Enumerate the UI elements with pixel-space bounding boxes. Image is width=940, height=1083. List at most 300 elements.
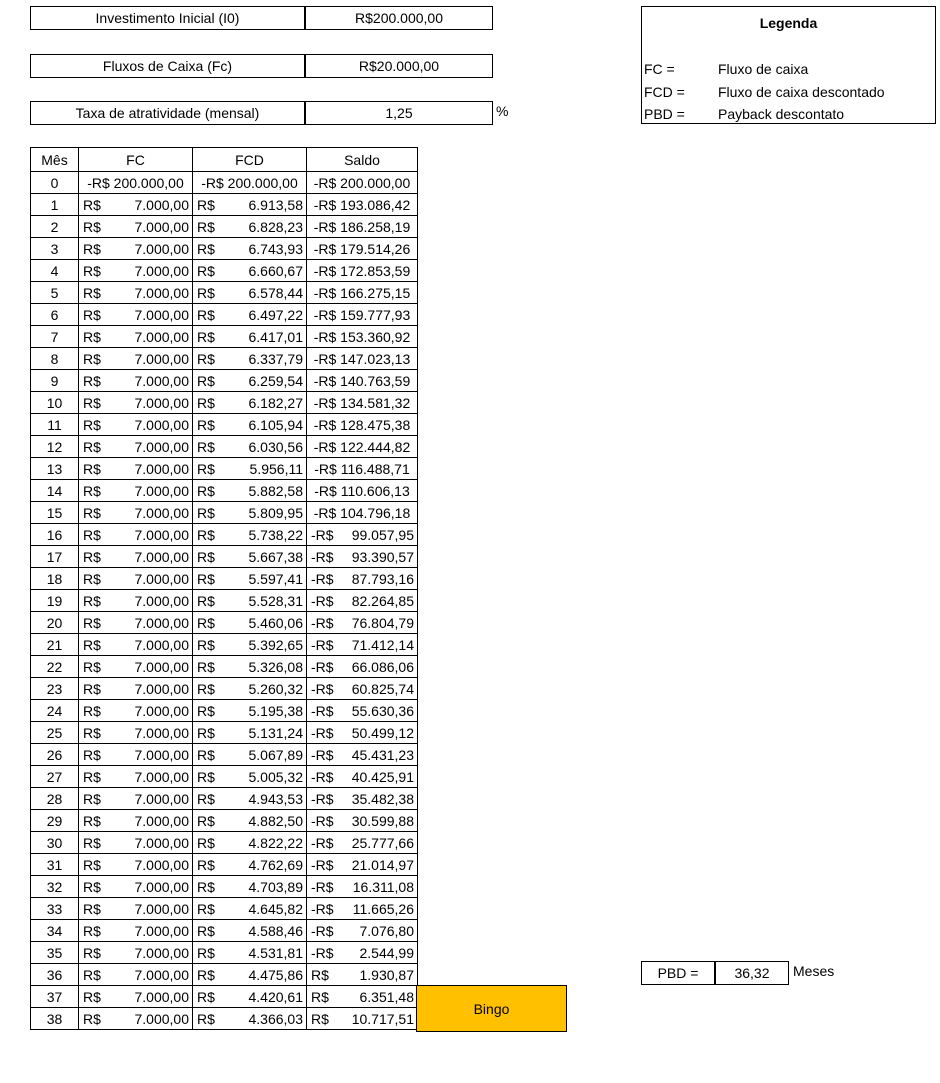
amount: 35.482,38	[351, 790, 414, 807]
cell-mes[interactable]: 25	[31, 722, 79, 744]
amount: 4.531,81	[248, 944, 303, 961]
currency-symbol: R$	[83, 548, 101, 565]
cell-fcd[interactable]	[193, 436, 307, 458]
table-row	[31, 920, 418, 942]
legend-key-fc: FC =	[644, 61, 675, 77]
currency-symbol: -R$	[311, 636, 334, 653]
cell-saldo[interactable]	[307, 216, 418, 238]
amount: 99.057,95	[351, 526, 414, 543]
table-row	[31, 304, 418, 326]
currency-symbol: -R$	[311, 658, 334, 675]
cell-fc[interactable]	[79, 612, 193, 634]
cell-saldo[interactable]	[307, 326, 418, 348]
cell-fcd[interactable]	[193, 304, 307, 326]
amount: 5.882,58	[248, 482, 303, 499]
cell-mes[interactable]: 17	[31, 546, 79, 568]
cell-mes[interactable]: 21	[31, 634, 79, 656]
table-row	[31, 612, 418, 634]
table-row	[31, 744, 418, 766]
currency-symbol: -R$	[311, 746, 334, 763]
amount: 7.000,00	[134, 988, 189, 1005]
cell-fc[interactable]	[79, 546, 193, 568]
table-row	[31, 436, 418, 458]
currency-symbol: R$	[83, 240, 101, 257]
cell-fc[interactable]	[79, 744, 193, 766]
amount: 45.431,23	[351, 746, 414, 763]
cell-fc[interactable]	[79, 524, 193, 546]
cell-fc[interactable]	[79, 194, 193, 216]
table-row	[31, 700, 418, 722]
cell-mes[interactable]: 10	[31, 392, 79, 414]
currency-symbol: R$	[197, 592, 215, 609]
currency-symbol: R$	[197, 724, 215, 741]
cell-saldo[interactable]	[307, 260, 418, 282]
table-row	[31, 634, 418, 656]
currency-symbol: R$	[83, 592, 101, 609]
cell-fc[interactable]	[79, 370, 193, 392]
currency-symbol: -R$	[311, 900, 334, 917]
cell-saldo[interactable]	[307, 920, 418, 942]
amount: 5.195,38	[248, 702, 303, 719]
cell-fcd[interactable]	[193, 810, 307, 832]
cell-mes[interactable]: 6	[31, 304, 79, 326]
cell-fcd[interactable]	[193, 392, 307, 414]
cell-mes[interactable]: 18	[31, 568, 79, 590]
amount: 5.809,95	[248, 504, 303, 521]
rate-label: Taxa de atratividade (mensal)	[30, 101, 305, 125]
cell-mes[interactable]: 22	[31, 656, 79, 678]
cell-mes[interactable]: 8	[31, 348, 79, 370]
currency-symbol: R$	[197, 658, 215, 675]
amount: 7.000,00	[134, 680, 189, 697]
currency-symbol: R$	[83, 262, 101, 279]
currency-symbol: R$	[83, 680, 101, 697]
amount: 5.667,38	[248, 548, 303, 565]
amount: 1.930,87	[359, 966, 414, 983]
table-row	[31, 216, 418, 238]
cell-fcd[interactable]	[193, 502, 307, 524]
cell-saldo[interactable]	[307, 700, 418, 722]
table-row	[31, 282, 418, 304]
currency-symbol: R$	[83, 438, 101, 455]
cell-fc[interactable]	[79, 1008, 193, 1030]
cell-mes[interactable]: 2	[31, 216, 79, 238]
cell-fc[interactable]	[79, 238, 193, 260]
cell-saldo[interactable]	[307, 898, 418, 920]
cell-mes[interactable]: 9	[31, 370, 79, 392]
currency-symbol: R$	[83, 350, 101, 367]
cell-fc[interactable]	[79, 326, 193, 348]
cell-fcd[interactable]	[193, 744, 307, 766]
currency-symbol: R$	[83, 878, 101, 895]
table-row	[31, 832, 418, 854]
currency-symbol: R$	[83, 482, 101, 499]
cell-saldo[interactable]	[307, 634, 418, 656]
currency-symbol: R$	[83, 328, 101, 345]
cell-fcd[interactable]	[193, 590, 307, 612]
cell-mes[interactable]: 28	[31, 788, 79, 810]
rate-value-cell[interactable]: 1,25	[305, 101, 493, 125]
cell-fc[interactable]	[79, 568, 193, 590]
currency-symbol: R$	[197, 504, 215, 521]
currency-symbol: R$	[83, 658, 101, 675]
cell-fc[interactable]	[79, 634, 193, 656]
cell-saldo[interactable]	[307, 436, 418, 458]
amount: 4.762,69	[248, 856, 303, 873]
currency-symbol: R$	[83, 856, 101, 873]
currency-symbol: R$	[83, 702, 101, 719]
amount: 60.825,74	[351, 680, 414, 697]
currency-symbol: R$	[197, 900, 215, 917]
amount: 66.086,06	[351, 658, 414, 675]
amount: 7.000,00	[134, 834, 189, 851]
cell-mes[interactable]: 4	[31, 260, 79, 282]
cell-saldo[interactable]	[307, 392, 418, 414]
cell-fc[interactable]	[79, 678, 193, 700]
currency-symbol: R$	[83, 460, 101, 477]
amount: -R$ 122.444,82	[313, 438, 411, 455]
amount: 6.259,54	[248, 372, 303, 389]
cell-fc[interactable]	[79, 304, 193, 326]
amount: 6.351,48	[359, 988, 414, 1005]
cell-fc[interactable]	[79, 854, 193, 876]
table-row	[31, 172, 418, 194]
currency-symbol: R$	[197, 812, 215, 829]
amount: -R$ 116.488,71	[314, 460, 410, 477]
rate-unit: %	[496, 103, 509, 119]
table-row	[31, 524, 418, 546]
cell-fcd[interactable]	[193, 700, 307, 722]
currency-symbol: R$	[197, 878, 215, 895]
cell-fc[interactable]	[79, 480, 193, 502]
cell-fcd[interactable]	[193, 414, 307, 436]
cell-saldo[interactable]	[307, 458, 418, 480]
cell-saldo[interactable]	[307, 524, 418, 546]
amount: 5.260,32	[248, 680, 303, 697]
cashflow-value-cell[interactable]: R$20.000,00	[305, 54, 493, 78]
cell-fc[interactable]	[79, 876, 193, 898]
cell-saldo[interactable]	[307, 964, 418, 986]
table-row	[31, 766, 418, 788]
amount: 7.000,00	[134, 790, 189, 807]
cell-saldo[interactable]	[307, 194, 418, 216]
cell-mes[interactable]: 23	[31, 678, 79, 700]
table-row	[31, 810, 418, 832]
table-row	[31, 788, 418, 810]
table-row	[31, 480, 418, 502]
currency-symbol: R$	[83, 614, 101, 631]
cell-saldo[interactable]	[307, 832, 418, 854]
cell-mes[interactable]: 11	[31, 414, 79, 436]
amount: 7.000,00	[134, 746, 189, 763]
cell-saldo[interactable]	[307, 612, 418, 634]
cell-fc[interactable]	[79, 392, 193, 414]
currency-symbol: -R$	[311, 812, 334, 829]
currency-symbol: R$	[83, 988, 101, 1005]
legend-title: Legenda	[759, 15, 818, 31]
cell-fc[interactable]	[79, 458, 193, 480]
cell-fcd[interactable]	[193, 1008, 307, 1030]
currency-symbol: R$	[197, 438, 215, 455]
cell-fcd[interactable]	[193, 964, 307, 986]
cell-fc[interactable]	[79, 722, 193, 744]
table-row	[31, 348, 418, 370]
currency-symbol: R$	[197, 922, 215, 939]
cell-saldo[interactable]	[307, 766, 418, 788]
table-row	[31, 370, 418, 392]
currency-symbol: -R$	[311, 702, 334, 719]
cell-fcd[interactable]	[193, 854, 307, 876]
cell-saldo[interactable]	[307, 942, 418, 964]
cell-fcd[interactable]	[193, 216, 307, 238]
amount: 82.264,85	[351, 592, 414, 609]
cell-fc[interactable]	[79, 964, 193, 986]
amount: 55.630,36	[351, 702, 414, 719]
legend-value-fcd: Fluxo de caixa descontado	[718, 84, 885, 100]
amount: 7.000,00	[134, 350, 189, 367]
cell-mes[interactable]: 38	[31, 1008, 79, 1030]
cell-saldo[interactable]	[307, 282, 418, 304]
currency-symbol: -R$	[311, 944, 334, 961]
cell-fcd[interactable]	[193, 282, 307, 304]
cell-saldo[interactable]	[307, 172, 418, 194]
cell-mes[interactable]: 30	[31, 832, 79, 854]
cell-fcd[interactable]	[193, 348, 307, 370]
pbd-result-value[interactable]: 36,32	[715, 961, 789, 985]
amount: 7.076,80	[359, 922, 414, 939]
amount: 4.822,22	[248, 834, 303, 851]
cell-fcd[interactable]	[193, 898, 307, 920]
cell-fc[interactable]	[79, 502, 193, 524]
cell-fcd[interactable]	[193, 876, 307, 898]
amount: 6.743,93	[248, 240, 303, 257]
amount: 87.793,16	[351, 570, 414, 587]
cell-fc[interactable]	[79, 920, 193, 942]
table-row	[31, 590, 418, 612]
cell-saldo[interactable]	[307, 480, 418, 502]
cell-fcd[interactable]	[193, 612, 307, 634]
amount: -R$ 193.086,42	[313, 196, 411, 213]
cell-fc[interactable]	[79, 414, 193, 436]
cell-fc[interactable]	[79, 788, 193, 810]
cell-fc[interactable]	[79, 590, 193, 612]
cell-fcd[interactable]	[193, 722, 307, 744]
amount: 7.000,00	[134, 548, 189, 565]
table-row	[31, 260, 418, 282]
cell-mes[interactable]: 31	[31, 854, 79, 876]
cell-fc[interactable]	[79, 810, 193, 832]
amount: -R$ 179.514,26	[313, 240, 411, 257]
cell-saldo[interactable]	[307, 414, 418, 436]
currency-symbol: R$	[83, 790, 101, 807]
cell-saldo[interactable]	[307, 788, 418, 810]
currency-symbol: R$	[197, 614, 215, 631]
currency-symbol: R$	[197, 240, 215, 257]
table-row	[31, 326, 418, 348]
cell-saldo[interactable]	[307, 238, 418, 260]
cell-fcd[interactable]	[193, 766, 307, 788]
cell-mes[interactable]: 15	[31, 502, 79, 524]
cell-mes[interactable]: 34	[31, 920, 79, 942]
cell-saldo[interactable]	[307, 348, 418, 370]
cell-saldo[interactable]	[307, 722, 418, 744]
currency-symbol: -R$	[311, 548, 334, 565]
cell-mes[interactable]: 26	[31, 744, 79, 766]
cell-mes[interactable]: 5	[31, 282, 79, 304]
cell-fcd[interactable]	[193, 238, 307, 260]
cell-fcd[interactable]	[193, 788, 307, 810]
cell-mes[interactable]: 32	[31, 876, 79, 898]
cell-fcd[interactable]	[193, 656, 307, 678]
cell-mes[interactable]: 7	[31, 326, 79, 348]
cell-fc[interactable]	[79, 348, 193, 370]
amount: 2.544,99	[359, 944, 414, 961]
cell-fcd[interactable]	[193, 370, 307, 392]
cell-fc[interactable]	[79, 700, 193, 722]
cell-fc[interactable]	[79, 172, 193, 194]
cell-fcd[interactable]	[193, 942, 307, 964]
cell-fcd[interactable]	[193, 260, 307, 282]
amount: 6.660,67	[248, 262, 303, 279]
currency-symbol: R$	[83, 570, 101, 587]
currency-symbol: -R$	[311, 878, 334, 895]
amount: 16.311,08	[352, 878, 414, 895]
currency-symbol: R$	[83, 504, 101, 521]
investment-value-cell[interactable]: R$200.000,00	[305, 6, 493, 30]
amount: 71.412,14	[351, 636, 414, 653]
cell-mes[interactable]: 20	[31, 612, 79, 634]
cell-mes[interactable]: 27	[31, 766, 79, 788]
amount: 7.000,00	[134, 636, 189, 653]
cell-mes[interactable]: 19	[31, 590, 79, 612]
cell-saldo[interactable]	[307, 986, 418, 1008]
cell-saldo[interactable]	[307, 810, 418, 832]
cell-fc[interactable]	[79, 832, 193, 854]
amount: 25.777,66	[351, 834, 414, 851]
cell-saldo[interactable]	[307, 744, 418, 766]
table-row	[31, 392, 418, 414]
cell-fcd[interactable]	[193, 920, 307, 942]
cell-fc[interactable]	[79, 656, 193, 678]
currency-symbol: -R$	[311, 790, 334, 807]
amount: 7.000,00	[134, 592, 189, 609]
currency-symbol: R$	[311, 966, 329, 983]
amount: -R$ 166.275,15	[313, 284, 411, 301]
currency-symbol: R$	[197, 702, 215, 719]
cell-fcd[interactable]	[193, 546, 307, 568]
cell-saldo[interactable]	[307, 678, 418, 700]
cell-fcd[interactable]	[193, 634, 307, 656]
currency-symbol: R$	[197, 460, 215, 477]
cell-saldo[interactable]	[307, 876, 418, 898]
cell-fc[interactable]	[79, 216, 193, 238]
currency-symbol: R$	[83, 812, 101, 829]
cell-mes[interactable]: 33	[31, 898, 79, 920]
bingo-highlight-cell[interactable]: Bingo	[416, 985, 567, 1032]
cell-fc[interactable]	[79, 436, 193, 458]
amount: -R$ 134.581,32	[313, 394, 411, 411]
cell-fc[interactable]	[79, 282, 193, 304]
table-row	[31, 678, 418, 700]
cell-fcd[interactable]	[193, 678, 307, 700]
cell-saldo[interactable]	[307, 854, 418, 876]
cell-saldo[interactable]	[307, 546, 418, 568]
investment-label: Investimento Inicial (I0)	[30, 6, 305, 30]
table-row	[31, 942, 418, 964]
cell-mes[interactable]: 36	[31, 964, 79, 986]
table-row	[31, 546, 418, 568]
cell-mes[interactable]: 12	[31, 436, 79, 458]
table-row	[31, 964, 418, 986]
cell-fcd[interactable]	[193, 172, 307, 194]
cell-saldo[interactable]	[307, 1008, 418, 1030]
amount: 7.000,00	[134, 284, 189, 301]
cell-saldo[interactable]	[307, 502, 418, 524]
currency-symbol: R$	[197, 328, 215, 345]
cell-saldo[interactable]	[307, 370, 418, 392]
cell-fcd[interactable]	[193, 524, 307, 546]
table-header-row	[31, 148, 418, 172]
cell-fc[interactable]	[79, 260, 193, 282]
currency-symbol: R$	[83, 306, 101, 323]
amount: 7.000,00	[134, 438, 189, 455]
cell-mes[interactable]: 14	[31, 480, 79, 502]
cell-mes[interactable]: 13	[31, 458, 79, 480]
cell-saldo[interactable]	[307, 590, 418, 612]
cell-saldo[interactable]	[307, 568, 418, 590]
table-row	[31, 1008, 418, 1030]
cell-saldo[interactable]	[307, 304, 418, 326]
cell-fc[interactable]	[79, 766, 193, 788]
currency-symbol: R$	[83, 636, 101, 653]
currency-symbol: R$	[83, 922, 101, 939]
cell-fc[interactable]	[79, 898, 193, 920]
cell-fcd[interactable]	[193, 326, 307, 348]
cell-fcd[interactable]	[193, 568, 307, 590]
legend-key-fcd: FCD =	[644, 84, 685, 100]
cell-fcd[interactable]	[193, 194, 307, 216]
cell-mes[interactable]: 3	[31, 238, 79, 260]
cell-fcd[interactable]	[193, 458, 307, 480]
cell-fc[interactable]	[79, 986, 193, 1008]
currency-symbol: R$	[197, 416, 215, 433]
amount: 40.425,91	[351, 768, 414, 785]
currency-symbol: R$	[83, 284, 101, 301]
cell-mes[interactable]: 1	[31, 194, 79, 216]
currency-symbol: -R$	[311, 592, 334, 609]
cell-fcd[interactable]	[193, 832, 307, 854]
table-row	[31, 876, 418, 898]
amount: 7.000,00	[134, 240, 189, 257]
cell-fcd[interactable]	[193, 480, 307, 502]
header-fcd: FCD	[193, 148, 307, 172]
cell-mes[interactable]: 37	[31, 986, 79, 1008]
currency-symbol: R$	[197, 768, 215, 785]
amount: 5.005,32	[248, 768, 303, 785]
amount: 7.000,00	[134, 372, 189, 389]
cell-fcd[interactable]	[193, 986, 307, 1008]
amount: 4.588,46	[248, 922, 303, 939]
cell-mes[interactable]: 29	[31, 810, 79, 832]
cell-saldo[interactable]	[307, 656, 418, 678]
cell-fc[interactable]	[79, 942, 193, 964]
header-fc: FC	[79, 148, 193, 172]
cell-mes[interactable]: 16	[31, 524, 79, 546]
cell-mes[interactable]: 24	[31, 700, 79, 722]
amount: 7.000,00	[134, 702, 189, 719]
cell-mes[interactable]: 0	[31, 172, 79, 194]
cell-mes[interactable]: 35	[31, 942, 79, 964]
